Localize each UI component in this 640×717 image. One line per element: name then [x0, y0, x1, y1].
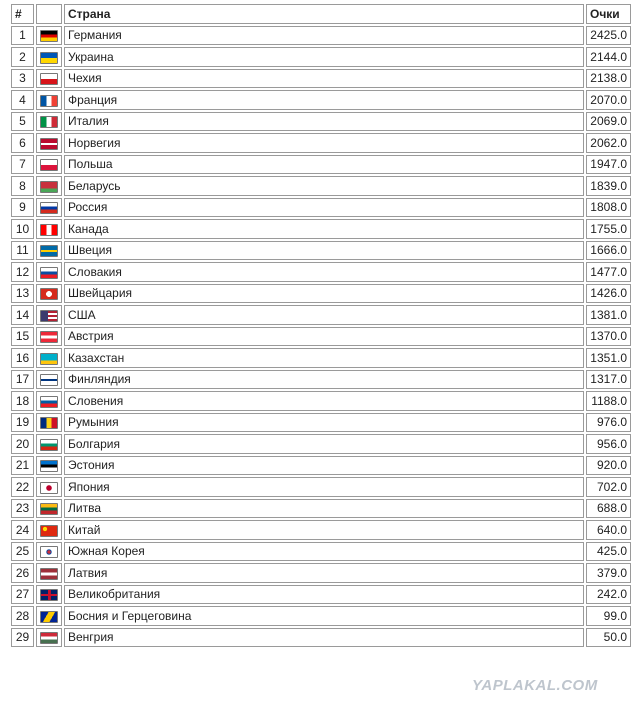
bosnia-flag-icon: [40, 611, 58, 623]
country-cell: Австрия: [64, 327, 584, 347]
rank-cell: 16: [11, 348, 34, 368]
rank-cell: 4: [11, 90, 34, 110]
belarus-flag-icon: [40, 181, 58, 193]
header-rank: #: [11, 4, 34, 24]
rank-cell: 14: [11, 305, 34, 325]
rank-cell: 26: [11, 563, 34, 583]
points-cell: 1947.0: [586, 155, 631, 175]
points-cell: 702.0: [586, 477, 631, 497]
flag-cell: [36, 327, 62, 347]
flag-cell: [36, 262, 62, 282]
table-row: [11, 47, 631, 67]
points-cell: 2138.0: [586, 69, 631, 89]
points-cell: 2070.0: [586, 90, 631, 110]
norway-flag-icon: [40, 138, 58, 150]
slovenia-flag-icon: [40, 396, 58, 408]
table-row: [11, 563, 631, 583]
flag-cell: [36, 69, 62, 89]
rank-cell: 1: [11, 26, 34, 46]
table-row: [11, 391, 631, 411]
country-cell: Литва: [64, 499, 584, 519]
country-cell: Украина: [64, 47, 584, 67]
points-cell: 1188.0: [586, 391, 631, 411]
country-cell: Болгария: [64, 434, 584, 454]
kazakhstan-flag-icon: [40, 353, 58, 365]
rank-cell: 27: [11, 585, 34, 605]
table-row: [11, 499, 631, 519]
usa-flag-icon: [40, 310, 58, 322]
points-cell: 1381.0: [586, 305, 631, 325]
rank-cell: 12: [11, 262, 34, 282]
table-row: [11, 606, 631, 626]
points-cell: 242.0: [586, 585, 631, 605]
country-cell: Венгрия: [64, 628, 584, 648]
flag-cell: [36, 112, 62, 132]
rank-cell: 3: [11, 69, 34, 89]
country-cell: Беларусь: [64, 176, 584, 196]
table-row: [11, 456, 631, 476]
rank-cell: 11: [11, 241, 34, 261]
points-cell: 1755.0: [586, 219, 631, 239]
country-cell: Германия: [64, 26, 584, 46]
country-cell: Финляндия: [64, 370, 584, 390]
table-row: [11, 370, 631, 390]
russia-flag-icon: [40, 202, 58, 214]
header-flag: [36, 4, 62, 24]
rank-cell: 13: [11, 284, 34, 304]
latvia-flag-icon: [40, 568, 58, 580]
table-row: [11, 219, 631, 239]
points-cell: 640.0: [586, 520, 631, 540]
points-cell: 2069.0: [586, 112, 631, 132]
points-cell: 920.0: [586, 456, 631, 476]
country-cell: США: [64, 305, 584, 325]
points-cell: 1426.0: [586, 284, 631, 304]
rank-cell: 25: [11, 542, 34, 562]
country-cell: Словения: [64, 391, 584, 411]
flag-cell: [36, 348, 62, 368]
country-cell: Латвия: [64, 563, 584, 583]
flag-cell: [36, 499, 62, 519]
south-korea-flag-icon: [40, 546, 58, 558]
rank-cell: 15: [11, 327, 34, 347]
flag-cell: [36, 563, 62, 583]
country-cell: Румыния: [64, 413, 584, 433]
table-row: [11, 284, 631, 304]
rank-cell: 7: [11, 155, 34, 175]
rank-cell: 22: [11, 477, 34, 497]
czech-flag-icon: [40, 73, 58, 85]
flag-cell: [36, 241, 62, 261]
points-cell: 2425.0: [586, 26, 631, 46]
country-cell: Россия: [64, 198, 584, 218]
flag-cell: [36, 155, 62, 175]
country-cell: Польша: [64, 155, 584, 175]
country-cell: Швеция: [64, 241, 584, 261]
rank-cell: 17: [11, 370, 34, 390]
country-cell: Швейцария: [64, 284, 584, 304]
poland-flag-icon: [40, 159, 58, 171]
header-country: Страна: [64, 4, 584, 24]
points-cell: 99.0: [586, 606, 631, 626]
table-row: [11, 176, 631, 196]
rank-cell: 19: [11, 413, 34, 433]
country-cell: Южная Корея: [64, 542, 584, 562]
japan-flag-icon: [40, 482, 58, 494]
table-row: [11, 477, 631, 497]
country-cell: Китай: [64, 520, 584, 540]
flag-cell: [36, 198, 62, 218]
points-cell: 1808.0: [586, 198, 631, 218]
flag-cell: [36, 284, 62, 304]
slovakia-flag-icon: [40, 267, 58, 279]
flag-cell: [36, 90, 62, 110]
country-cell: Япония: [64, 477, 584, 497]
points-cell: 50.0: [586, 628, 631, 648]
table-row: [11, 585, 631, 605]
switzerland-flag-icon: [40, 288, 58, 300]
country-cell: Канада: [64, 219, 584, 239]
estonia-flag-icon: [40, 460, 58, 472]
table-row: [11, 542, 631, 562]
flag-cell: [36, 434, 62, 454]
points-cell: 379.0: [586, 563, 631, 583]
finland-flag-icon: [40, 374, 58, 386]
table-row: [11, 241, 631, 261]
flag-cell: [36, 585, 62, 605]
rank-cell: 18: [11, 391, 34, 411]
france-flag-icon: [40, 95, 58, 107]
rank-cell: 29: [11, 628, 34, 648]
country-cell: Словакия: [64, 262, 584, 282]
flag-cell: [36, 542, 62, 562]
flag-cell: [36, 370, 62, 390]
table-row: [11, 628, 631, 648]
points-cell: 425.0: [586, 542, 631, 562]
flag-cell: [36, 305, 62, 325]
points-cell: 1839.0: [586, 176, 631, 196]
flag-cell: [36, 391, 62, 411]
rank-cell: 2: [11, 47, 34, 67]
flag-cell: [36, 47, 62, 67]
table-row: [11, 133, 631, 153]
rank-cell: 23: [11, 499, 34, 519]
table-row: [11, 348, 631, 368]
points-cell: 2062.0: [586, 133, 631, 153]
austria-flag-icon: [40, 331, 58, 343]
points-cell: 1351.0: [586, 348, 631, 368]
flag-cell: [36, 520, 62, 540]
country-cell: Казахстан: [64, 348, 584, 368]
rank-cell: 5: [11, 112, 34, 132]
uk-flag-icon: [40, 589, 58, 601]
table-row: [11, 69, 631, 89]
rank-cell: 20: [11, 434, 34, 454]
country-cell: Норвегия: [64, 133, 584, 153]
points-cell: 1317.0: [586, 370, 631, 390]
table-row: [11, 434, 631, 454]
rank-cell: 24: [11, 520, 34, 540]
country-cell: Чехия: [64, 69, 584, 89]
country-cell: Эстония: [64, 456, 584, 476]
flag-cell: [36, 176, 62, 196]
country-cell: Босния и Герцеговина: [64, 606, 584, 626]
header-row: [11, 4, 631, 24]
table-row: [11, 155, 631, 175]
country-cell: Великобритания: [64, 585, 584, 605]
watermark: YAPLAKAL.COM: [472, 677, 598, 694]
sweden-flag-icon: [40, 245, 58, 257]
table-row: [11, 26, 631, 46]
flag-cell: [36, 26, 62, 46]
table-row: [11, 112, 631, 132]
country-cell: Италия: [64, 112, 584, 132]
canada-flag-icon: [40, 224, 58, 236]
points-cell: 1666.0: [586, 241, 631, 261]
table-row: [11, 327, 631, 347]
flag-cell: [36, 219, 62, 239]
table-row: [11, 413, 631, 433]
points-cell: 976.0: [586, 413, 631, 433]
flag-cell: [36, 628, 62, 648]
romania-flag-icon: [40, 417, 58, 429]
points-cell: 1477.0: [586, 262, 631, 282]
table-row: [11, 520, 631, 540]
flag-cell: [36, 456, 62, 476]
germany-flag-icon: [40, 30, 58, 42]
flag-cell: [36, 477, 62, 497]
rank-cell: 10: [11, 219, 34, 239]
rank-cell: 28: [11, 606, 34, 626]
rank-cell: 8: [11, 176, 34, 196]
table-row: [11, 262, 631, 282]
ranking-table: [9, 2, 633, 649]
italy-flag-icon: [40, 116, 58, 128]
table-row: [11, 305, 631, 325]
rank-cell: 9: [11, 198, 34, 218]
table-row: [11, 90, 631, 110]
rank-cell: 6: [11, 133, 34, 153]
header-points: Очки: [586, 4, 631, 24]
points-cell: 688.0: [586, 499, 631, 519]
ukraine-flag-icon: [40, 52, 58, 64]
rank-cell: 21: [11, 456, 34, 476]
china-flag-icon: [40, 525, 58, 537]
table-row: [11, 198, 631, 218]
hungary-flag-icon: [40, 632, 58, 644]
points-cell: 956.0: [586, 434, 631, 454]
flag-cell: [36, 413, 62, 433]
flag-cell: [36, 606, 62, 626]
flag-cell: [36, 133, 62, 153]
bulgaria-flag-icon: [40, 439, 58, 451]
lithuania-flag-icon: [40, 503, 58, 515]
points-cell: 1370.0: [586, 327, 631, 347]
country-cell: Франция: [64, 90, 584, 110]
points-cell: 2144.0: [586, 47, 631, 67]
